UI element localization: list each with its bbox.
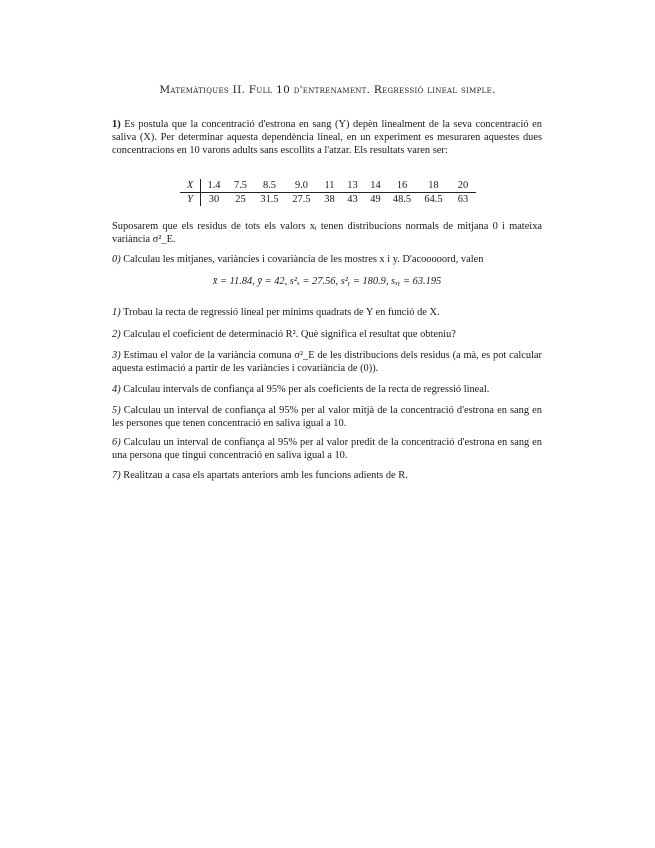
- item-0: [112, 253, 542, 266]
- item-label: 7): [112, 470, 121, 481]
- item-4: [112, 383, 542, 396]
- table-cell: 63: [457, 194, 469, 205]
- item-6: [112, 436, 542, 462]
- table-cell: 18: [417, 179, 450, 193]
- table-cell: 43: [347, 194, 358, 205]
- table-cell: 31.5: [260, 194, 279, 205]
- table-header-x: X: [180, 179, 201, 193]
- table-row-y: [180, 193, 476, 207]
- table-row-x: [180, 179, 476, 193]
- item-text: Realitzau a casa els apartats anteriors amb les funcions adients de R.: [123, 470, 408, 481]
- table-cell: 9.0: [285, 179, 318, 193]
- table-cell: 64.5: [424, 194, 443, 205]
- problem-number: 1): [112, 119, 121, 130]
- data-table: [180, 179, 476, 206]
- table-header-y: Y: [180, 193, 201, 207]
- item-text: Trobau la recta de regressió lineal per mínims quadrats de Y en funció de X.: [123, 307, 440, 318]
- table-cell: 8.5: [254, 179, 285, 193]
- summary-statistics: x̄ = 11.84, ȳ = 42, s²ₓ = 27.56, s²ᵧ = 180.9, sₓᵧ = 63.195: [212, 276, 442, 287]
- table-cell: 49: [370, 194, 381, 205]
- table-cell: 30: [208, 194, 220, 205]
- item-label: 2): [112, 329, 121, 340]
- table-cell: 11: [318, 179, 341, 193]
- item-label: 4): [112, 384, 121, 395]
- item-7: [112, 469, 542, 482]
- problem-intro-text: Es postula que la concentració d'estrona en sang (Y) depèn linealment de la seva concentració en saliva (X). Per determinar aquesta dependència lineal, en un experiment es mesuraren aquestes dues concentracions en 10 varons adults sans escollits a l'atzar. Els resultats varen ser:: [112, 119, 542, 157]
- table-cell: 1.4: [201, 179, 228, 193]
- item-label: 1): [112, 307, 121, 318]
- item-label: 3): [112, 350, 121, 361]
- page-title: Matemàtiques II. Full 10 d'entrenament. Regressió lineal simple.: [159, 84, 496, 96]
- table-cell: 16: [387, 179, 417, 193]
- assumption-paragraph: Suposarem que els residus de tots els valors xᵢ tenen distribucions normals de mitjana 0 i mateixa variància σ²_E.: [112, 221, 542, 246]
- item-text: Calculau el coeficient de determinació R². Què significa el resultat que obteniu?: [123, 329, 456, 340]
- item-text: Calculau les mitjanes, variàncies i covariància de les mostres x i y. D'acooooord, valen: [123, 254, 484, 265]
- item-text: Estimau el valor de la variància comuna σ²_E de les distribucions dels residus (a mà, es pot calcular aquesta estimació a partir de les variàncies i covariància de (0)).: [112, 350, 542, 375]
- table-cell: 13: [341, 179, 364, 193]
- item-2: [112, 328, 542, 341]
- table-cell: 7.5: [227, 179, 254, 193]
- table-cell: 14: [364, 179, 387, 193]
- item-text: Calculau un interval de confiança al 95% per al valor predit de la concentració d'estrona en sang en una persona que tingui concentració en saliva igual a 10.: [112, 437, 542, 462]
- item-label: 5): [112, 405, 121, 416]
- item-text: Calculau un interval de confiança al 95% per al valor mitjà de la concentració d'estrona en sang en les persones que tenen concentració en saliva igual a 10.: [112, 405, 542, 430]
- table-cell: 38: [324, 194, 335, 205]
- table-cell: 20: [450, 179, 476, 193]
- table-cell: 27.5: [292, 194, 311, 205]
- problem-intro: [112, 118, 542, 158]
- item-label: 6): [112, 437, 121, 448]
- table-cell: 48.5: [392, 194, 412, 205]
- item-3: [112, 349, 542, 375]
- table-cell: 25: [235, 194, 246, 205]
- item-text: Calculau intervals de confiança al 95% per als coeficients de la recta de regressió lineal.: [123, 384, 490, 395]
- item-label: 0): [112, 254, 121, 265]
- item-5: [112, 404, 542, 430]
- item-1: [112, 306, 542, 319]
